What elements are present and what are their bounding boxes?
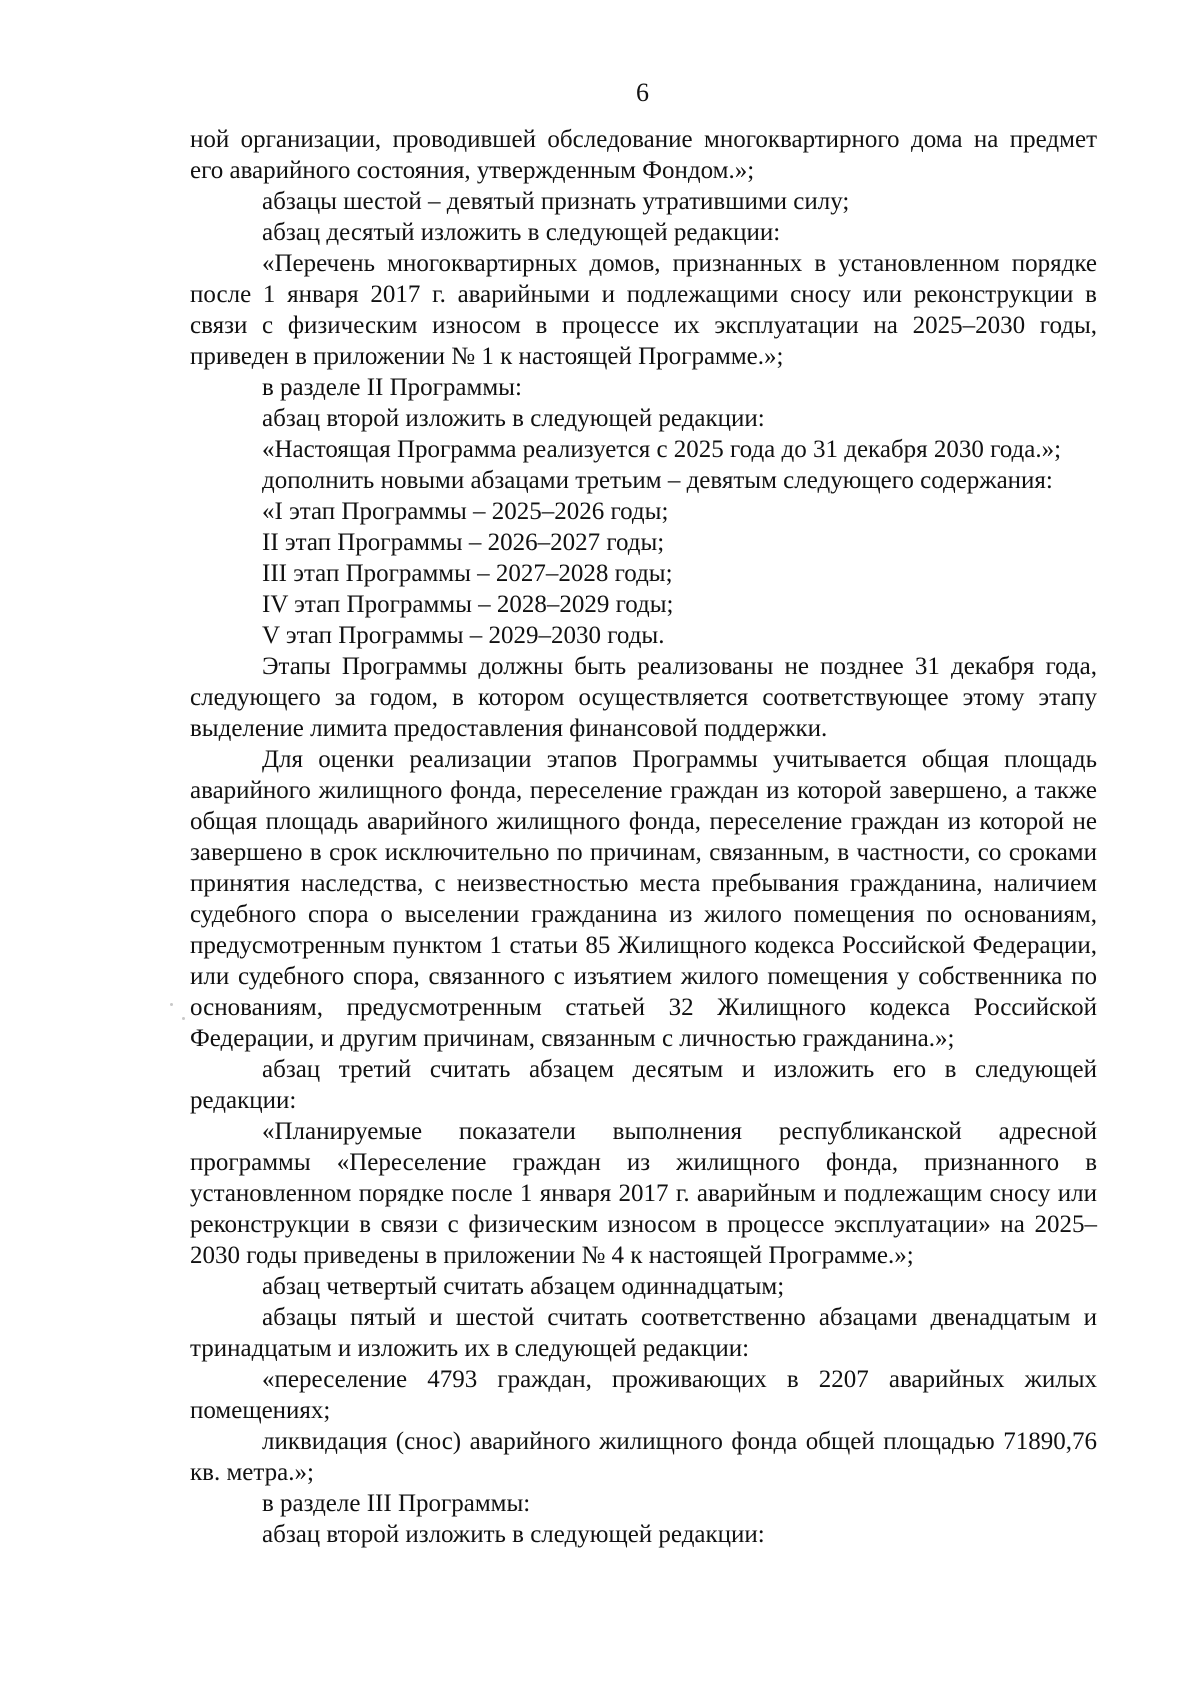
paragraph: в разделе II Программы: [262, 374, 522, 401]
paragraph: абзацы шестой – девятый признать утратившими силу; [262, 188, 850, 215]
paragraph: абзац третий считать абзацем десятым и изложить его в следующей редакции: [190, 1056, 1097, 1114]
stage-line: III этап Программы – 2027–2028 годы; [262, 560, 673, 587]
paragraph: абзац десятый изложить в следующей редакции: [262, 219, 781, 246]
paragraph: в разделе III Программы: [262, 1490, 531, 1517]
paragraph: абзац второй изложить в следующей редакции: [262, 405, 765, 432]
paragraph: абзац четвертый считать абзацем одиннадцатым; [262, 1273, 785, 1300]
paragraph: «Настоящая Программа реализуется с 2025 года до 31 декабря 2030 года.»; [262, 436, 1062, 463]
paragraph: ликвидация (снос) аварийного жилищного фонда общей площадью 71890,76 кв. метра.»; [190, 1428, 1097, 1486]
paragraph: абзац второй изложить в следующей редакции: [262, 1521, 765, 1548]
paragraph: «переселение 4793 граждан, проживающих в 2207 аварийных жилых помещениях; [190, 1366, 1097, 1424]
stage-line: V этап Программы – 2029–2030 годы. [262, 622, 665, 649]
scan-speck [182, 1017, 185, 1020]
paragraph: абзацы пятый и шестой считать соответственно абзацами двенадцатым и тринадцатым и изложить их в следующей редакции: [190, 1304, 1097, 1362]
stage-line: II этап Программы – 2026–2027 годы; [262, 529, 665, 556]
document-body [190, 124, 1097, 1550]
paragraph: дополнить новыми абзацами третьим – девятым следующего содержания: [262, 467, 1053, 494]
paragraph: Этапы Программы должны быть реализованы не позднее 31 декабря года, следующего за годом, в котором осуществляется соответствующее этому этапу выделение лимита предоставления финансовой поддержки. [190, 653, 1097, 742]
scan-speck [170, 1003, 173, 1006]
paragraph: «Перечень многоквартирных домов, признанных в установленном порядке после 1 января 2017 г. аварийными и подлежащими сносу или реконструкции в связи с физическим износом в процессе их эксплуатации на 2025–2030 годы, приведен в приложении № 1 к настоящей Программе.»; [190, 250, 1097, 370]
paragraph: Для оценки реализации этапов Программы учитывается общая площадь аварийного жилищного фонда, переселение граждан из которой завершено, а также общая площадь аварийного жилищного фонда, переселение граждан из которой не завершено в срок исключительно по причинам, связанным, в частности, со сроками принятия наследства, с неизвестностью места пребывания гражданина, наличием судебного спора о выселении гражданина из жилого помещения по основаниям, предусмотренным пунктом 1 статьи 85 Жилищного кодекса Российской Федерации, или судебного спора, связанного с изъятием жилого помещения у собственника по основаниям, предусмотренным статьей 32 Жилищного кодекса Российской Федерации, и другим причинам, связанным с личностью гражданина.»; [190, 746, 1097, 1052]
paragraph-continuation: ной организации, проводившей обследование многоквартирного дома на предмет его аварийного состояния, утвержденным Фондом.»; [190, 126, 1097, 184]
stage-line: IV этап Программы – 2028–2029 годы; [262, 591, 674, 618]
stage-line: «I этап Программы – 2025–2026 годы; [262, 498, 669, 525]
paragraph: «Планируемые показатели выполнения республиканской адресной программы «Переселение граждан из жилищного фонда, признанного в установленном порядке после 1 января 2017 г. аварийным и подлежащим сносу или реконструкции в связи с физическим износом в процессе эксплуатации» на 2025–2030 годы приведены в приложении № 4 к настоящей Программе.»; [190, 1118, 1097, 1269]
page-number: 6 [636, 78, 649, 107]
